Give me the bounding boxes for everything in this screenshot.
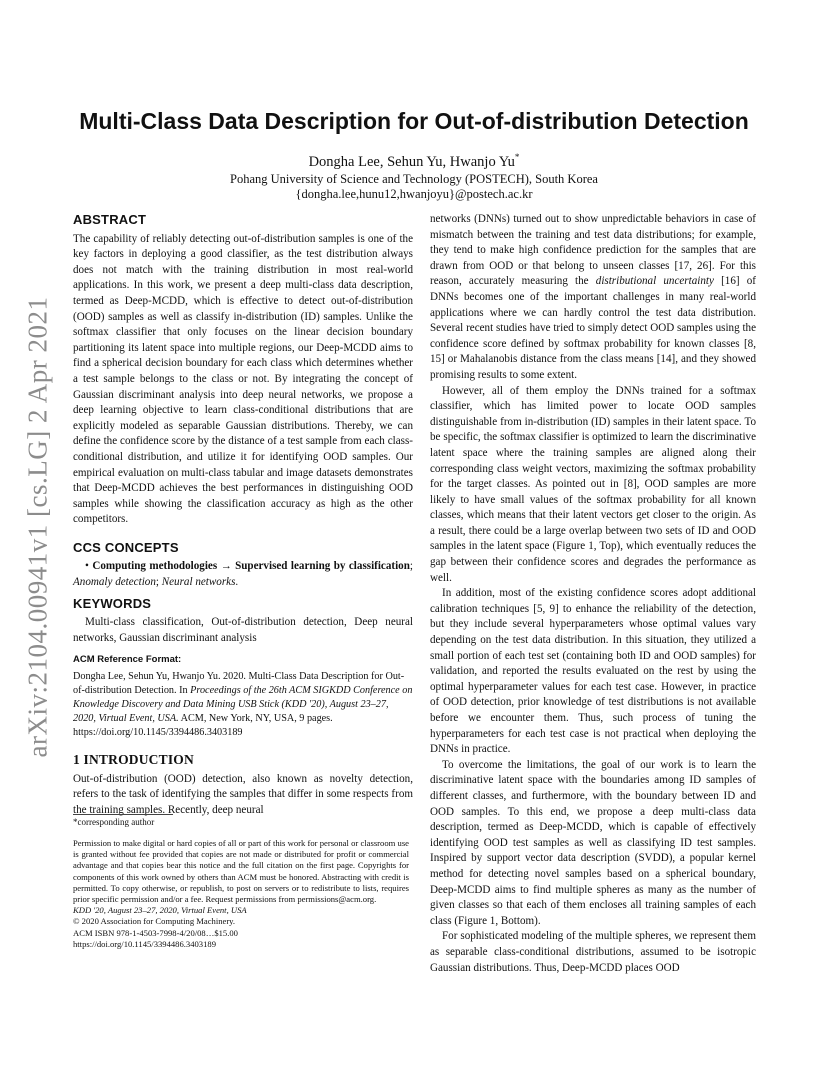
right-column	[430, 212, 756, 976]
abstract-heading: ABSTRACT	[73, 212, 147, 227]
ccs-sep-2: ;	[155, 576, 162, 589]
right-paragraph-1	[430, 212, 756, 384]
right-p1-a: networks (DNNs) turned out to show unpredictable behaviors in case of mismatch between the training and test data distributions; for example, they tend to make high confidence prediction for the samples that are drawn from OOD or that belong to unseen classes [17, 26]. For this reason, accurately measuring the	[430, 213, 756, 288]
conference-name: KDD '20, August 23–27, 2020, Virtual Event, USA	[73, 905, 247, 916]
permission-text: Permission to make digital or hard copies of all or part of this work for personal or classroom use is granted without fee provided that copies are not made or distributed for profit or commercial advantage and that copies bear this notice and the full citation on the first page. Copyrights for components of this work owned by others than ACM must be honored. Abstracting with credit is permitted. To copy otherwise, or republish, to post on servers or to redistribute to lists, requires prior specific permission and/or a fee. Request permissions from permissions@acm.org.	[73, 838, 409, 905]
ccs-sep-1: ;	[409, 560, 413, 573]
author-list	[60, 152, 768, 171]
footnote-rule	[73, 814, 173, 815]
acm-ref-heading: ACM Reference Format:	[73, 654, 182, 666]
ccs-primary: Computing methodologies → Supervised learning by classification	[92, 560, 410, 573]
acm-ref-part2: ACM, New York, NY, USA, 9 pages. https://doi.org/10.1145/3394486.3403189	[73, 713, 333, 739]
ccs-text	[73, 559, 413, 590]
doi-line: https://doi.org/10.1145/3394486.3403189	[73, 938, 216, 949]
keywords-text: Multi-class classification, Out-of-distribution detection, Deep neural networks, Gaussian discriminant analysis	[73, 616, 413, 644]
footnote: *corresponding author	[73, 817, 155, 827]
right-paragraph-4: To overcome the limitations, the goal of our work is to learn the discriminative latent space with the boundaries among ID samples of different classes, and furthermore, with the boundary between ID and OOD samples. To this end, we propose a deep multi-class data description, termed as Deep-MCDD, which is capable of effectively identifying OOD test samples as well as classifying ID test samples. Inspired by support vector data description (SVDD), a popular kernel method for detecting novel samples based on a spherical boundary, Deep-MCDD aims to find multiple spheres as many as the number of given classes so that each of them encloses all training samples of each class (Figure 1, Bottom).	[430, 758, 756, 927]
ccs-nn: Neural networks	[161, 576, 236, 589]
abstract-section	[73, 212, 413, 528]
arxiv-stamp-text: arXiv:2104.00941v1 [cs.LG] 2 Apr 2021	[22, 296, 53, 758]
author-names: Dongha Lee, Sehun Yu, Hwanjo Yu	[308, 153, 515, 170]
intro-section	[73, 752, 413, 818]
ccs-heading: CCS CONCEPTS	[73, 539, 179, 555]
ccs-anomaly: Anomaly detection	[73, 576, 156, 589]
acm-ref-text	[73, 670, 413, 740]
acm-ref-part1: Dongha Lee, Sehun Yu, Hwanjo Yu. 2020. Multi-Class Data Description for Out-of-distribution Detection. In	[73, 671, 405, 697]
right-paragraph-2: However, all of them employ the DNNs trained for a softmax classifier, which has limited power to locate OOD samples distinguishable from in-distribution (ID) samples in their latent space. To be specific, the softmax classifier is optimized to learn the discriminative latent space where the training samples are aligned along their corresponding class weight vectors, maximizing the softmax probability for the target classes. As pointed out in [8], OOD samples are more likely to have small values of the softmax probability for all known classes, which means that their latent vectors get closer to the origin. As a result, there could be a large overlap between two sets of ID and OOD samples in the latent space (Figure 1, Top), which eventually reduces the gap between their confidence scores and degrades the performance as well.	[430, 384, 756, 584]
keywords-section	[73, 596, 413, 647]
keywords-heading: KEYWORDS	[73, 595, 152, 611]
abstract-text: The capability of reliably detecting out-of-distribution samples is one of the key factors in deploying a good classifier, as the test distribution always does not match with the training distribution in most real-world applications. In this work, we present a deep multi-class data description, termed as Deep-MCDD, which is effective to detect out-of-distribution (OOD) samples as well as classify in-distribution (ID) samples. Unlike the softmax classifier that only focuses on the linear decision boundary partitioning its latent space into multiple regions, our Deep-MCDD aims to find a spherical decision boundary for each class which determines whether a test sample belongs to the class or not. By integrating the concept of Gaussian discriminant analysis into deep neural networks, we propose a deep learning objective to learn class-conditional distributions that are explicitly modeled as separable Gaussian distributions. Thereby, we can define the confidence score by the distance of a test sample from each class-conditional distribution, and utilize it for identifying OOD samples. Our empirical evaluation on multi-class tabular and image datasets demonstrates that Deep-MCDD achieves the best performances in distinguishing OOD samples while showing the classification accuracy as high as the other competitors.	[73, 232, 413, 526]
affiliation: Pohang University of Science and Technology (POSTECH), South Korea	[230, 172, 598, 186]
paper-title: Multi-Class Data Description for Out-of-distribution Detection	[79, 108, 749, 134]
conference-line	[73, 905, 409, 916]
arxiv-stamp	[20, 292, 56, 762]
ccs-end: .	[235, 576, 239, 589]
left-column	[73, 212, 413, 818]
right-paragraph-5: For sophisticated modeling of the multiple spheres, we represent them as separable class-conditional distributions, assumed to be isotropic Gaussian distributions. Thus, Deep-MCDD places OOD	[430, 930, 756, 974]
ccs-bullet: •	[85, 560, 89, 573]
permission-block	[73, 838, 409, 950]
corresponding-mark: *	[514, 152, 520, 162]
isbn-line: ACM ISBN 978-1-4503-7998-4/20/08…$15.00	[73, 927, 238, 938]
intro-paragraph-1: Out-of-distribution (OOD) detection, also known as novelty detection, refers to the task of identifying the samples that differ in some respects from the training samples. Recently, deep neural	[73, 772, 413, 816]
acm-ref-venue: Proceedings of the 26th ACM SIGKDD Conference on Knowledge Discovery and Data Mining USB Stick (KDD '20), August 23–27, 2020, Virtual Event, USA.	[73, 685, 413, 725]
right-p1-b: [16] of DNNs becomes one of the important challenges in many real-world applications where we can hardly control the test data distribution. Several recent studies have tried to simply detect OOD samples using the confidence score defined by softmax probability for known classes [8, 15] or Mahalanobis distance from the class means [14], and they showed promising results to some extent.	[430, 275, 756, 381]
author-email: {dongha.lee,hunu12,hwanjoyu}@postech.ac.kr	[295, 187, 533, 201]
copyright-line: © 2020 Association for Computing Machinery.	[73, 916, 236, 927]
right-p1-term: distributional uncertainty	[595, 275, 714, 288]
acm-reference	[73, 652, 413, 740]
ccs-section	[73, 540, 413, 591]
intro-heading: 1 INTRODUCTION	[73, 752, 194, 768]
right-paragraph-3: In addition, most of the existing confidence scores adopt additional calibration techniques [5, 9] to enhance the reliability of the detection, but they include several hyperparameters whose optimal values vary depending on the test data distribution. In this situation, they utilized a small portion of each test set (containing both ID and OOD samples) for validation, and reported the results evaluated on the rest by using the optimal hyperparameter values for each test case. However, in practice of OOD detection, prior knowledge of test distributions is not available before we encounter them. Thus, such process of tuning the hyperparameters for each test case is not practical when deploying the DNNs in practice.	[430, 587, 756, 756]
